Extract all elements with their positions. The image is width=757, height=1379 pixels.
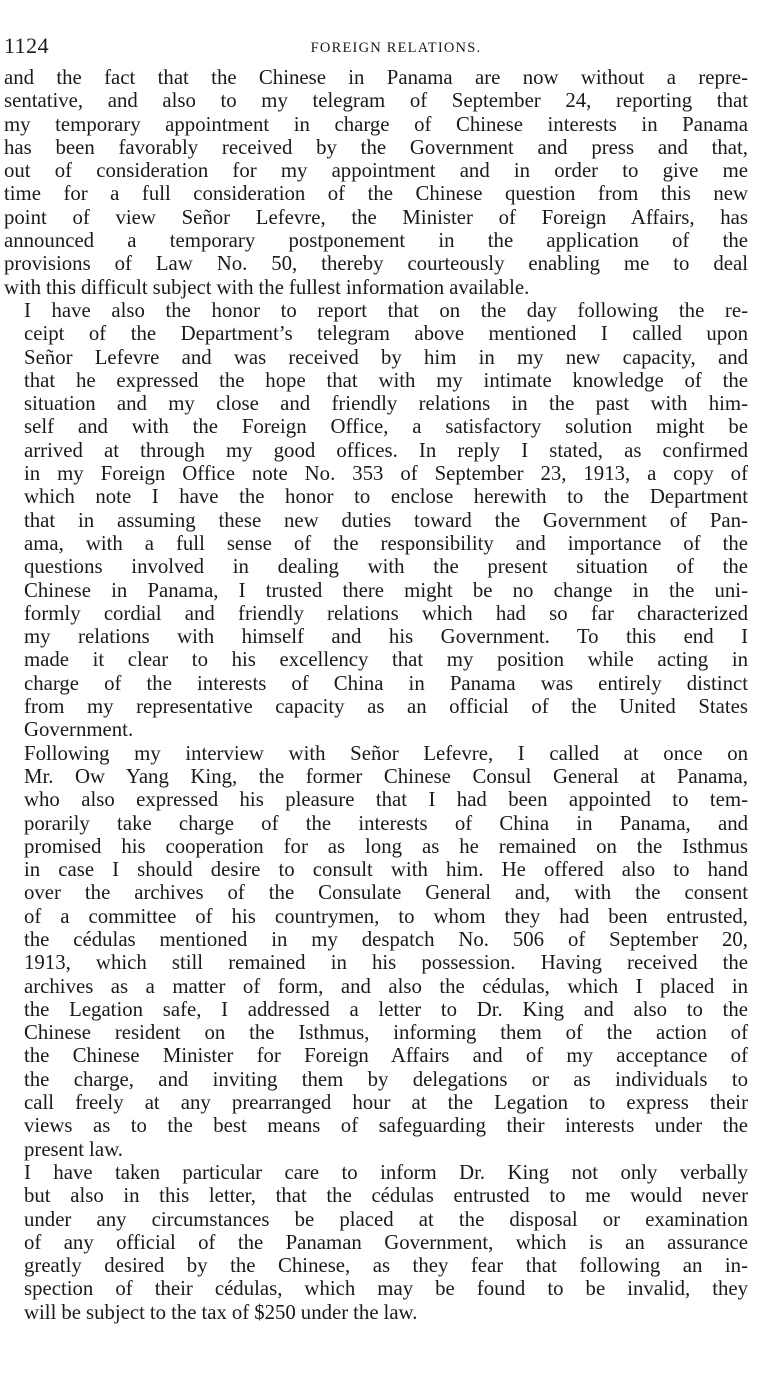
text-line: promised his cooperation for as long as he remained on the Isthmus (24, 834, 748, 858)
text-line: formly cordial and friendly relations which had so far characterized (24, 601, 748, 625)
text-line: my temporary appointment in charge of Chinese interests in Panama (4, 112, 748, 136)
text-line: present law. (24, 1137, 123, 1161)
text-line: of a committee of his countrymen, to whom they had been entrusted, (24, 904, 748, 928)
text-line: porarily take charge of the interests of China in Panama, and (24, 811, 748, 835)
text-line: self and with the Foreign Office, a satisfactory solution might be (24, 415, 748, 439)
text-line: the Chinese Minister for Foreign Affairs and of my acceptance of (24, 1044, 748, 1068)
text-line: the Legation safe, I addressed a letter to Dr. King and also to the (24, 997, 748, 1021)
text-line: which note I have the honor to enclose herewith to the Department (24, 485, 748, 509)
text-line: charge of the interests of China in Panama was entirely distinct (24, 671, 748, 695)
text-line: Chinese in Panama, I trusted there might be no change in the uni- (24, 578, 748, 602)
text-line: spection of their cédulas, which may be found to be invalid, they (24, 1277, 748, 1301)
text-line: that in assuming these new duties toward the Government of Pan- (24, 508, 748, 532)
text-line: situation and my close and friendly relations in the past with him- (24, 392, 748, 416)
text-line: and the fact that the Chinese in Panama are now without a repre- (4, 66, 748, 89)
text-line: has been favorably received by the Government and press and that, (4, 135, 748, 159)
text-line: views as to the best means of safeguarding their interests under the (24, 1114, 748, 1138)
text-line: Mr. Ow Yang King, the former Chinese Consul General at Panama, (24, 764, 748, 788)
text-line: Following my interview with Señor Lefevre, I called at once on (24, 741, 748, 765)
text-line: ceipt of the Department’s telegram above mentioned I called upon (24, 322, 748, 346)
text-line: who also expressed his pleasure that I had been appointed to tem- (24, 788, 748, 812)
text-line: point of view Señor Lefevre, the Minister of Foreign Affairs, has (4, 205, 748, 229)
text-line: the charge, and inviting them by delegations or as individuals to (24, 1067, 748, 1091)
text-line: ama, with a full sense of the responsibility and importance of the (24, 531, 748, 555)
text-line: call freely at any prearranged hour at the Legation to express their (24, 1091, 748, 1115)
text-line: in case I should desire to consult with him. He offered also to hand (24, 858, 748, 882)
text-line: of any official of the Panaman Government, which is an assurance (24, 1230, 748, 1254)
text-line: but also in this letter, that the cédulas entrusted to me would never (24, 1184, 748, 1208)
page-number: 1124 (4, 33, 50, 58)
text-line: sentative, and also to my telegram of September 24, reporting that (4, 89, 748, 113)
text-line: archives as a matter of form, and also the cédulas, which I placed in (24, 974, 748, 998)
text-line: will be subject to the tax of $250 under the law. (24, 1300, 418, 1324)
text-line: Government. (24, 718, 134, 742)
text-line: 1913, which still remained in his possession. Having received the (24, 951, 748, 975)
text-line: over the archives of the Consulate General and, with the consent (24, 881, 748, 905)
text-line: my relations with himself and his Government. To this end I (24, 625, 748, 649)
text-line: made it clear to his excellency that my position while acting in (24, 648, 748, 672)
text-line: the cédulas mentioned in my despatch No. 506 of September 20, (24, 927, 748, 951)
text-line: provisions of Law No. 50, thereby courteously enabling me to deal (4, 252, 748, 276)
paragraph (4, 299, 748, 742)
page-header (4, 28, 748, 64)
running-head: FOREIGN RELATIONS. (310, 40, 482, 56)
text-line: Chinese resident on the Isthmus, informing them of the action of (24, 1021, 748, 1045)
text-line: from my representative capacity as an official of the United States (24, 695, 748, 719)
text-line: greatly desired by the Chinese, as they fear that following an in- (24, 1254, 748, 1278)
text-line: under any circumstances be placed at the disposal or examination (24, 1207, 748, 1231)
text-line: announced a temporary postponement in the application of the (4, 229, 748, 253)
text-line: in my Foreign Office note No. 353 of September 23, 1913, a copy of (24, 462, 748, 486)
text-line: I have taken particular care to inform Dr. King not only verbally (24, 1160, 748, 1184)
text-line: I have also the honor to report that on the day following the re- (24, 298, 748, 322)
paragraph (4, 1161, 748, 1324)
body-text (4, 66, 748, 1324)
text-line: arrived at through my good offices. In reply I stated, as confirmed (24, 438, 748, 462)
text-line: with this difficult subject with the fullest information available. (4, 275, 530, 299)
text-line: questions involved in dealing with the present situation of the (24, 555, 748, 579)
text-line: Señor Lefevre and was received by him in my new capacity, and (24, 345, 748, 369)
text-line: that he expressed the hope that with my intimate knowledge of the (24, 368, 748, 392)
text-line: time for a full consideration of the Chinese question from this new (4, 182, 748, 206)
paragraph (4, 66, 748, 299)
paragraph (4, 742, 748, 1161)
document-page (4, 0, 748, 1324)
text-line: out of consideration for my appointment and in order to give me (4, 159, 748, 183)
